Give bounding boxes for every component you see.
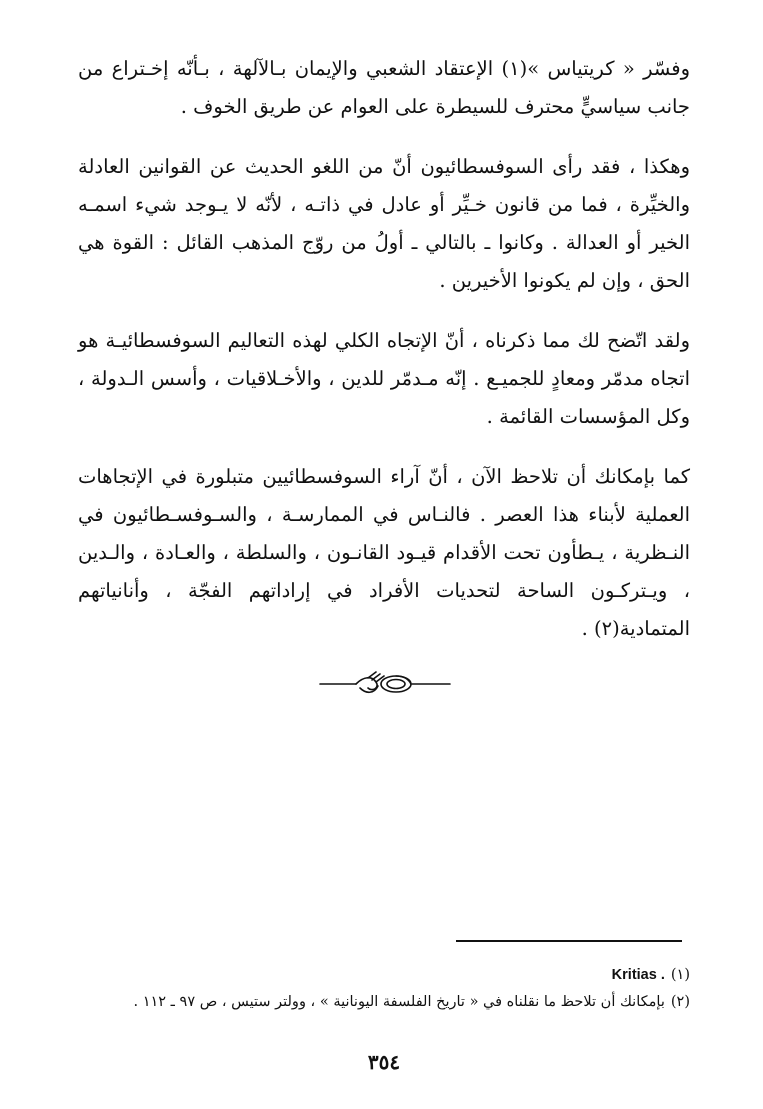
paragraph-modern-age: كما بإمكانك أن تلاحظ الآن ، أنّ آراء السوفسطائيين متبلورة في الإتجاهات العملية لأبناء هذا العصر . فالنـاس في الممارسـة ، والسـوفسـطائيون في النـظرية ، يـطأون تحت الأقدام قيـود القانـون ، والسلطة ، والعـادة ، والـدين ، ويـتركـون الساحة لتحديات الأفراد في إراداتهم الفجّة ، وأنانياتهم المتمادية(٢) . [78, 465, 690, 640]
decorative-flourish-icon [316, 664, 454, 704]
footnote-text: بإمكانك أن تلاحظ ما نقلناه في « تاريخ الفلسفة اليونانية » ، وولتر ستيس ، ص ٩٧ ـ ١١٢ . [133, 994, 665, 1010]
page-number: ٣٥٤ [367, 1050, 401, 1074]
footnote-1 [78, 962, 690, 989]
paragraph-sophists-law: وهكذا ، فقد رأى السوفسطائيون أنّ من اللغو الحديث عن القوانين العادلة والخيِّرة ، فما من قانون خـيِّر أو عادل في ذاتـه ، لأنّه لا يـوجد شيء اسمـه الخير أو العدالة . وكانوا ـ بالتالي ـ أولُ من روّج المذهب القائل : القوة هي الحق ، وإن لم يكونوا الأخيرين . [78, 155, 690, 292]
footnote-divider [456, 940, 682, 942]
footnote-2 [78, 989, 690, 1016]
footnotes [78, 962, 690, 1016]
footnote-text: Kritias . [611, 967, 665, 983]
document-page [78, 50, 690, 1090]
footnote-number: (٢) [670, 994, 690, 1010]
footnote-number: (١) [670, 967, 690, 983]
paragraph-destructive-trend: ولقد اتّضح لك مما ذكرناه ، أنّ الإتجاه الكلي لهذه التعاليم السوفسطائيـة هو اتجاه مدمّر ومعادٍ للجميـع . إنّه مـدمّر للدين ، والأخـلاقيات ، وأسس الـدولة ، وكل المؤسسات القائمة . [78, 329, 690, 428]
paragraph-kritias: وفسّر « كريتياس »(١) الإعتقاد الشعبي والإيمان بـالآلهة ، بـأنّه إخـتراع من جانب سياسيٍّ محترف للسيطرة على العوام عن طريق الخوف . [78, 57, 690, 118]
